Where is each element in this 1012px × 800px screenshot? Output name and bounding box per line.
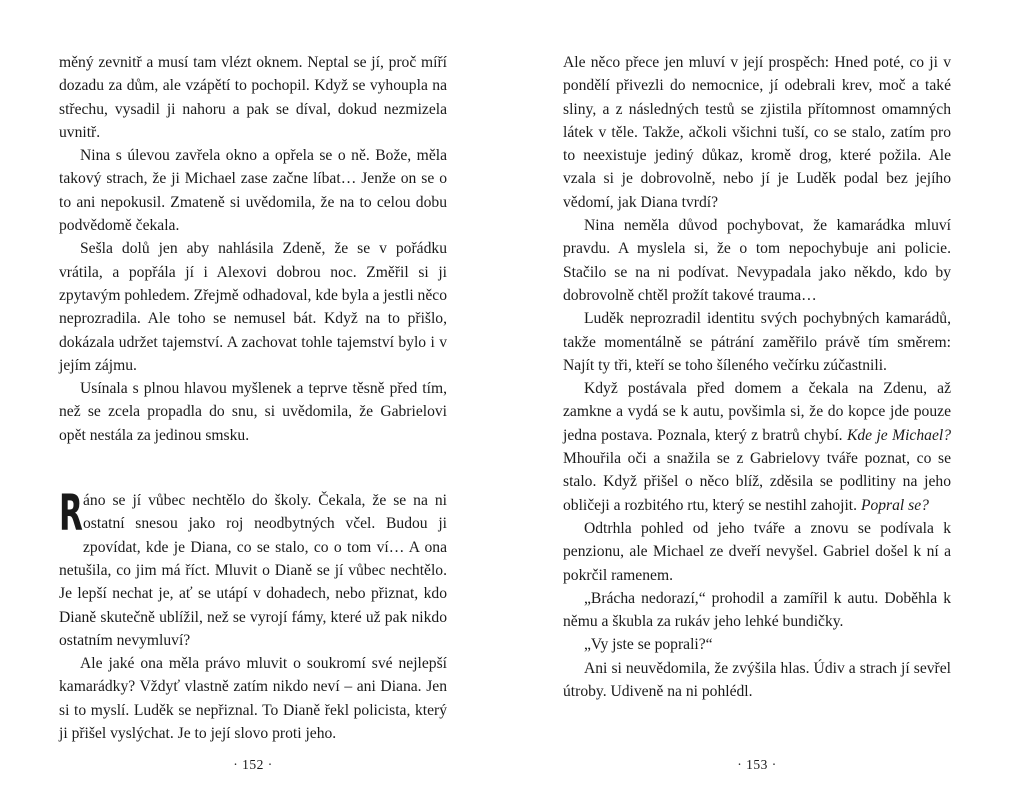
paragraph: [563, 377, 951, 517]
paragraph: měný zevnitř a musí tam vlézt oknem. Neptal se jí, proč míří dozadu za dům, ale vzápětí to pochopil. Když se vyhoupla na střechu, vysadil ji nahoru a pak se díval, dokud nezmizela uvnitř.: [59, 54, 447, 141]
paragraph: Sešla dolů jen aby nahlásila Zdeně, že se v pořádku vrátila, a popřála jí i Alexovi dobrou noc. Změřil si ji zpytavým pohledem. Zřejmě odhadoval, kde byla a jestli něco neprozradila. Ale toho se nemusel bát. Když na to přišlo, dokázala udržet tajemství. A zachovat tohle tajemství bylo i v jejím zájmu.: [59, 240, 447, 374]
right-page: [563, 51, 951, 703]
page-number-right: · 153 ·: [737, 757, 777, 772]
paragraph-text: áno se jí vůbec nechtělo do školy. Čekala, že se na ni ostatní snesou jako roj neodbytných včel. Budou ji zpovídat, kde je Diana, co se stalo, co o tom ví… A ona netušila, co jim má říct. Mluvit o Dianě se jí vůbec nechtělo. Je lepší nechat je, ať se utápí v dohadech, nebo přiznat, kdo Dianě skutečně ublížil, než se vyrojí fámy, které už pak nikdo ostatním nevymluví?: [59, 492, 447, 649]
drop-cap: R: [59, 484, 83, 543]
paragraph: „Vy jste se poprali?“: [584, 636, 713, 654]
paragraph: „Brácha nedorazí,“ prohodil a zamířil k autu. Doběhla k němu a škubla za rukáv jeho lehké bundičky.: [563, 589, 951, 631]
italic-text: Popral se?: [860, 496, 929, 514]
paragraph: Ani si neuvědomila, že zvýšila hlas. Údiv a strach jí sevřel útroby. Udiveně na ni pohlédl.: [563, 659, 951, 701]
paragraph: Nina s úlevou zavřela okno a opřela se o ně. Bože, měla takový strach, že ji Michael zase začne líbat… Jenže on se o to ani nepokusil. Zmateně si uvědomila, že na to celou dobu podvědomě čekala.: [59, 147, 447, 235]
paragraph: Luděk neprozradil identitu svých pochybných kamarádů, takže momentálně se pátrání zaměřilo právě tím směrem: Najít ty tři, kteří se toho šíleného večírku zúčastnili.: [563, 310, 951, 374]
paragraph: Ale jaké ona měla právo mluvit o soukromí své nejlepší kamarádky? Vždyť vlastně zatím nikdo neví – ani Diana. Jen si to myslí. Luděk se nepřiznal. To Dianě řekl policista, který ji přišel vyslýchat. Je to její slovo proti jeho.: [59, 655, 447, 743]
paragraph: Odtrhla pohled od jeho tváře a znovu se podívala k penzionu, ale Michael ze dveří nevyšel. Gabriel došel k ní a pokrčil ramenem.: [563, 519, 951, 584]
chapter-opening-paragraph: [59, 484, 447, 652]
italic-text: Kde je Michael?: [846, 426, 951, 444]
paragraph: Usínala s plnou hlavou myšlenek a teprve těsně před tím, než se zcela propadla do snu, si uvědomila, že Gabrielovi opět nestála za jedinou smsku.: [59, 380, 447, 444]
page-number-left: · 152 ·: [233, 757, 273, 772]
paragraph-text: Mhouřila oči a snažila se z Gabrielovy tváře poznat, co se stalo. Když přišel o něco blíž, zděsila se podlitiny na jeho obličeji a rozbitého rtu, který se nestihl zahojit.: [563, 450, 951, 514]
paragraph-text: Když postávala před domem a čekala na Zdenu, až zamkne a vydá se k autu, povšimla si, že do kopce jde pouze jedna postava. Poznala, který z bratrů chybí.: [563, 380, 951, 444]
left-page: [59, 51, 447, 745]
paragraph: Ale něco přece jen mluví v její prospěch: Hned poté, co ji v pondělí přivezli do nemocnice, jí odebrali krev, moč a také sliny, a z následných testů se zjistila přítomnost omamných látek v těle. Takže, ačkoli všichni tuší, co se stalo, zatím pro to neexistuje jediný důkaz, kromě drog, které požila. Ale vzala si je dobrovolně, nebo jí je Luděk podal bez jejího vědomí, jak Diana tvrdí?: [563, 54, 951, 211]
paragraph: Nina neměla důvod pochybovat, že kamarádka mluví pravdu. A myslela si, že o tom nepochybuje ani policie. Stačilo se na ni podívat. Nevypadala jako někdo, kdo by dobrovolně chtěl prožít takové trauma…: [563, 217, 951, 304]
